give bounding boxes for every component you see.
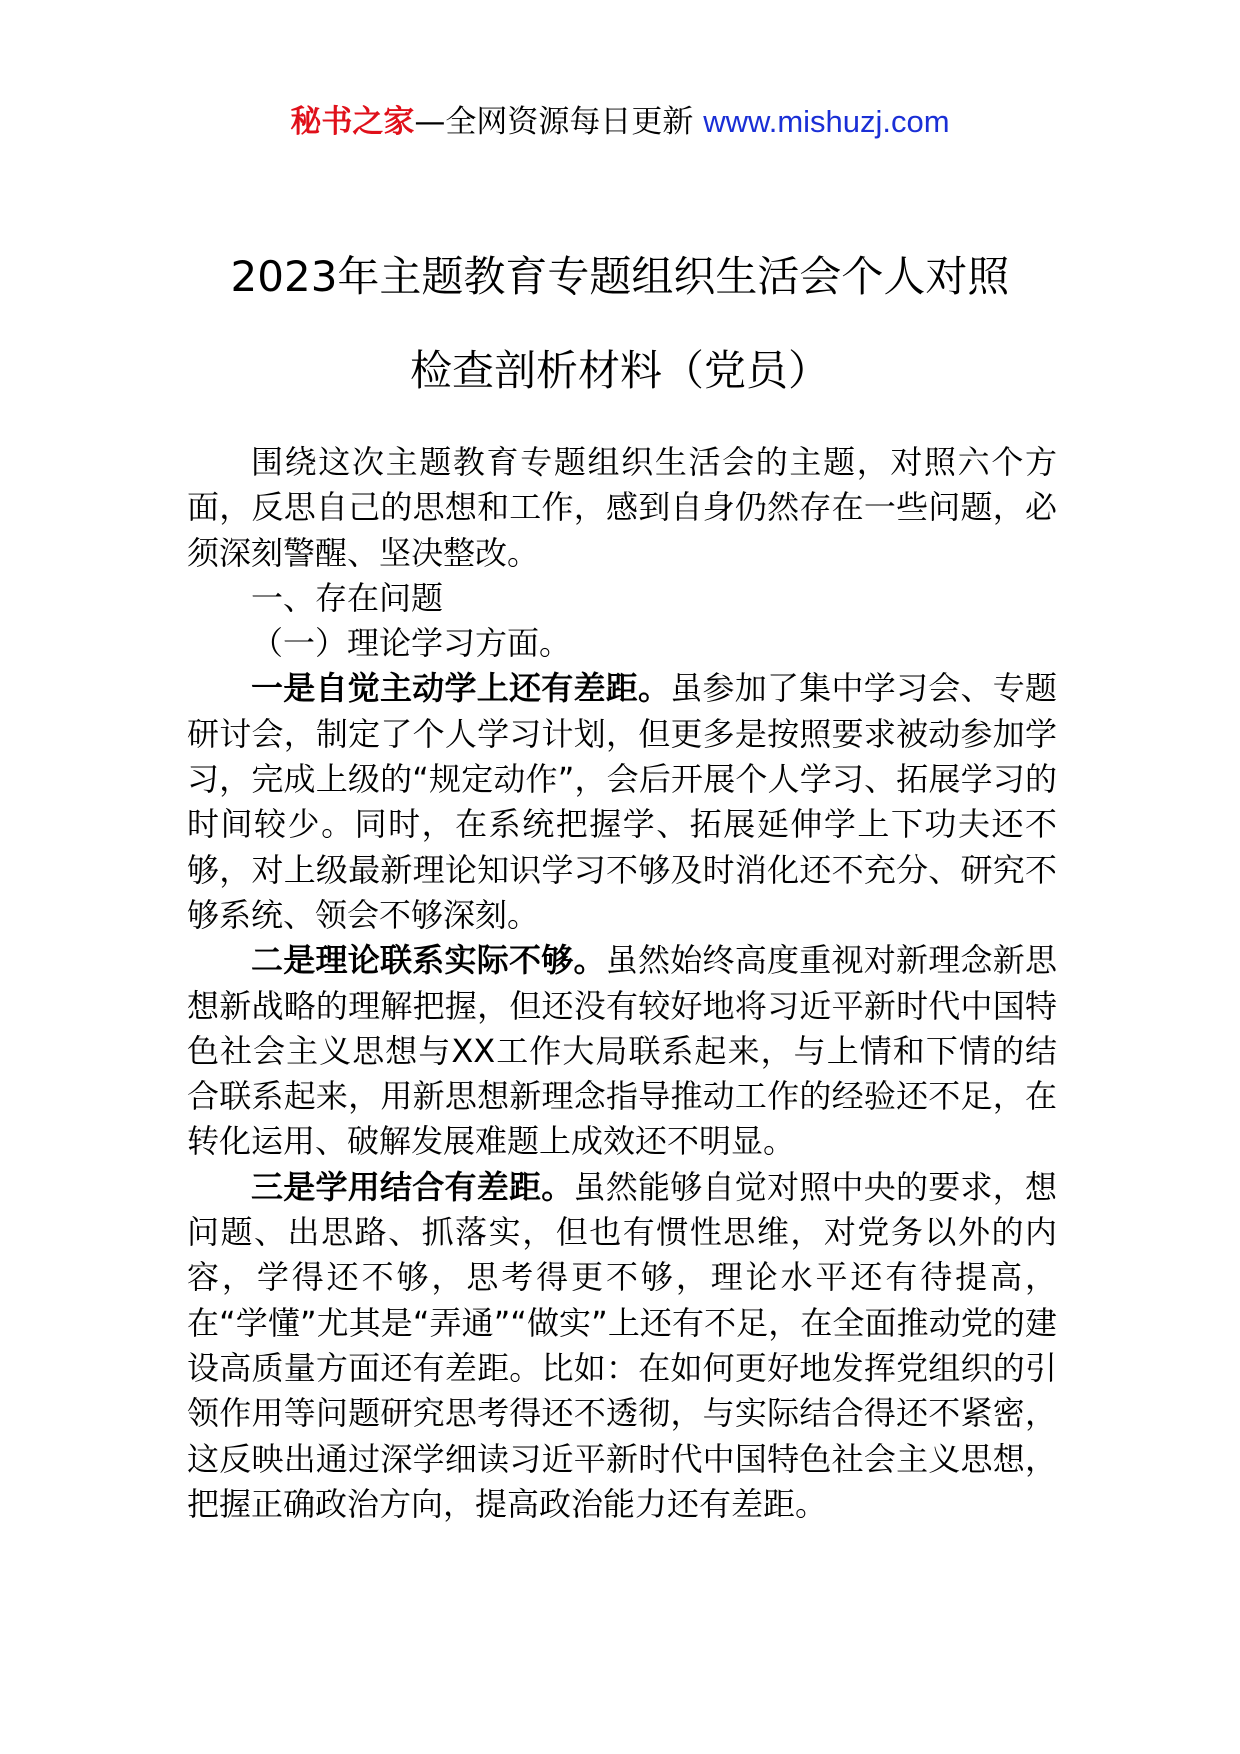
item-3-body: 虽然能够自觉对照中央的要求，想问题、出思路、抓落实，但也有惯性思维，对党务以外的内容，学得还不够，思考得更不够，理论水平还有待提高，在“学懂”尤其是“弄通”“做实”上还有不足，在全面推动党的建设高质量方面还有差距。比如：在如何更好地发挥党组织的引领作用等问题研究思考得还不透彻，与实际结合得还不紧密，这反映出通过深学细读习近平新时代中国特色社会主义思想，把握正确政治方向，提高政治能力还有差距。	[187, 1167, 1057, 1523]
item-2-lead: 二是理论联系实际不够。	[251, 941, 606, 980]
item-paragraph-1	[187, 666, 1057, 938]
header-tagline: —全网资源每日更新	[414, 104, 704, 140]
brand-name: 秘书之家	[290, 104, 415, 140]
title-line-2: 检查剖析材料（党员）	[409, 346, 830, 395]
document-title	[0, 230, 1240, 418]
section-heading: 一、存在问题	[251, 578, 444, 617]
item-1-lead: 一是自觉主动学上还有差距。	[251, 669, 671, 708]
item-paragraph-3	[187, 1165, 1057, 1527]
subsection-heading: （一）理论学习方面。	[251, 624, 572, 663]
intro-paragraph: 围绕这次主题教育专题组织生活会的主题，对照六个方面，反思自己的思想和工作，感到自身仍然存在一些问题，必须深刻警醒、坚决整改。	[187, 443, 1057, 572]
title-line-1: 2023年主题教育专题组织生活会个人对照	[230, 252, 1010, 301]
item-3-lead: 三是学用结合有差距。	[251, 1167, 574, 1206]
item-1-body: 虽参加了集中学习会、专题研讨会，制定了个人学习计划，但更多是按照要求被动参加学习，完成上级的“规定动作”，会后开展个人学习、拓展学习的时间较少。同时，在系统把握学、拓展延伸学上下功夫还不够，对上级最新理论知识学习不够及时消化还不充分、研究不够系统、领会不够深刻。	[187, 669, 1057, 934]
site-url-link[interactable]: www.mishuzj.com	[703, 104, 950, 139]
page-header	[0, 100, 1240, 144]
document-body	[187, 440, 1057, 1527]
item-2-body: 虽然始终高度重视对新理念新思想新战略的理解把握，但还没有较好地将习近平新时代中国特色社会主义思想与XX工作大局联系起来，与上情和下情的结合联系起来，用新思想新理念指导推动工作的经验还不足，在转化运用、破解发展难题上成效还不明显。	[187, 941, 1057, 1161]
item-paragraph-2	[187, 938, 1057, 1164]
